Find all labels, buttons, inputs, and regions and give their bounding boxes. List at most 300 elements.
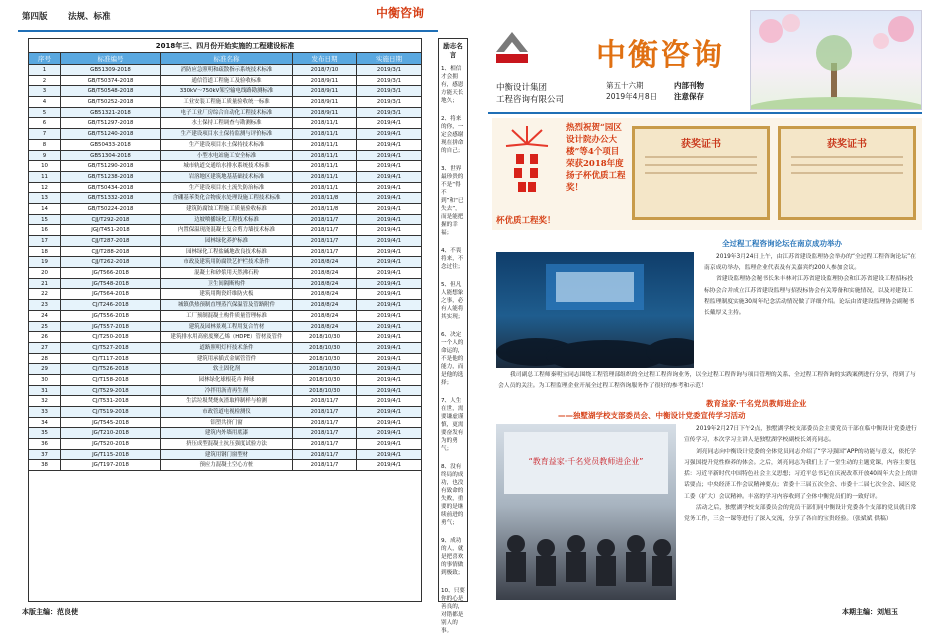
table-cell: 铝塑共挤门窗 <box>161 418 293 428</box>
table-cell: 2018/8/24 <box>293 279 357 289</box>
table-cell: 2019/4/1 <box>376 451 402 458</box>
party-paragraph-2: 刘亮同志向中衡设计党委的全体党员同志介绍了“学习强国”APP的功能与意义，依托学习强国提升党性修养的体会。之后，刘亮同志为我们上了一堂生动的主题党课，内容主要包括：习近平新时代中国特色社会主义思想；习近平总书记在庆祝改革开放40周年大会上的讲话要点；中央经济工作会议精神要点；省委十三届五次全会、市委十二届七次全会、园区党工委（扩大）会议精神。丰富的学习内容收到了全体中衡党员们的一致好评。 <box>684 448 918 500</box>
table-cell: GB51321-2018 <box>61 108 161 118</box>
table-cell: 6 <box>29 118 61 128</box>
party-article-body <box>684 424 918 526</box>
table-cell: 9 <box>29 151 61 161</box>
company-name-line-1: 中衡设计集团 <box>496 83 548 93</box>
table-row <box>29 332 421 343</box>
table-cell: 2019/3/1 <box>376 99 402 106</box>
table-cell: GB/T50374-2018 <box>61 76 161 86</box>
table-cell: 2019/4/1 <box>376 291 402 298</box>
table-cell: 330kV～750kV架空输电线路勘测标准 <box>161 86 293 96</box>
table-cell: 20 <box>29 268 61 278</box>
table-cell: 2019/4/1 <box>376 248 402 255</box>
table-cell: 2018/11/7 <box>293 450 357 460</box>
table-cell: 生活垃圾焚烧灰渣取样制样与检测 <box>161 396 293 406</box>
table-cell: 31 <box>29 386 61 396</box>
award-section <box>492 118 922 230</box>
table-cell: 2018/10/30 <box>293 375 357 385</box>
table-cell: 2018/9/11 <box>293 108 357 118</box>
table-cell: 2019/3/1 <box>376 88 402 95</box>
table-row <box>29 460 421 471</box>
table-cell: 2019/4/1 <box>376 323 402 330</box>
certificate-title: 获奖证书 <box>827 139 867 150</box>
table-row <box>29 311 421 322</box>
table-row <box>29 418 421 429</box>
header-cell: 标准名称 <box>161 53 293 65</box>
table-cell: CJ/T526-2018 <box>61 364 161 374</box>
certificate-text-line <box>791 172 903 174</box>
table-cell: CJ/T158-2018 <box>61 375 161 385</box>
table-cell: 建筑排水用高密度聚乙烯（HDPE）管材及管件 <box>161 332 293 342</box>
table-cell: 2018/10/30 <box>293 332 357 342</box>
table-cell: 建筑防腐蚀工程施工质量验收标准 <box>161 204 293 214</box>
table-cell: JG/T210-2018 <box>61 428 161 438</box>
table-row <box>29 289 421 300</box>
table-cell: CJJ/T262-2018 <box>61 257 161 267</box>
table-cell: 2018/11/7 <box>293 418 357 428</box>
table-cell: 含硼基苯类化合物废水处理设施工程技术标准 <box>161 193 293 203</box>
table-row <box>29 97 421 108</box>
table-cell: 2018/11/7 <box>293 215 357 225</box>
table-cell: 2018/11/1 <box>293 151 357 161</box>
table-cell: 2019/4/1 <box>376 398 402 405</box>
table-row <box>29 65 421 76</box>
table-cell: 5 <box>29 108 61 118</box>
motto-item: 2、将来的你，一定会感谢现在拼命的自己； <box>441 116 464 154</box>
table-cell: 32 <box>29 396 61 406</box>
table-cell: JG/T197-2018 <box>61 460 161 470</box>
table-row <box>29 343 421 354</box>
table-cell: 2018/8/24 <box>293 322 357 332</box>
table-cell: 29 <box>29 364 61 374</box>
table-cell: 预应力混凝土空心方桩 <box>161 460 293 470</box>
table-cell: 2018/10/30 <box>293 343 357 353</box>
table-cell: 工厂预制混凝土构件质量管理标准 <box>161 311 293 321</box>
motto-item: 10、只要你的心是善良的，对错都是别人的事。 <box>441 588 465 634</box>
party-paragraph-3: 活动之后，独墅湖学校支部委员会的党员干部们同中衡设计党委各个支部的党员就日常党务工作，三会一课等进行了深入交流，分享了各自的宝贵经验。（张斌斌 供稿） <box>684 505 917 523</box>
left-page-footer: 本版主编：范良使 <box>22 608 78 616</box>
forum-paragraph-2: 省建设监理协会秘书长朱丰林对江苏省建设监理协会和江苏省建设工程招标投标协会合并成立江苏省建设监理与招投标协会有关筹备和实施情况，以及对建设工程监理制度实施30周年纪念活动情况做了详细介绍。论坛由省建设监理协会副秘书长戴厚义主持。 <box>704 276 915 317</box>
table-cell: 市政管道电视检测仪 <box>161 407 293 417</box>
party-lecture-illustration <box>496 424 676 600</box>
table-cell: 2018/8/24 <box>293 300 357 310</box>
motto-item: 6、决定一个人的命运的，不是他的能力，而是他的选择； <box>441 332 464 386</box>
table-cell: 城镇供热预制直埋蒸汽保温管及管路附件 <box>161 300 293 310</box>
table-cell: 2019/4/1 <box>376 152 402 159</box>
table-cell: 2018/11/1 <box>293 129 357 139</box>
table-cell: 12 <box>29 183 61 193</box>
table-cell: 生产建设项目水土保持监测与评价标准 <box>161 129 293 139</box>
table-cell: 2019/4/1 <box>376 205 402 212</box>
forum-paragraph-1: 2019年3月24日上午，由江苏省建设监理协会举办的“全过程工程咨询论坛”在南京成功举办，监理企业代表及有关嘉宾约200人参加会议。 <box>704 254 916 272</box>
table-cell: 2018/8/24 <box>293 289 357 299</box>
table-cell: 25 <box>29 322 61 332</box>
table-cell: CJ/T519-2018 <box>61 407 161 417</box>
table-cell: 1 <box>29 65 61 75</box>
table-cell: 生产建设项目水土保持技术标准 <box>161 140 293 150</box>
table-cell: 2019/4/1 <box>376 216 402 223</box>
table-cell: 建筑用陶瓷纤维防火板 <box>161 289 293 299</box>
table-cell: 2018/10/30 <box>293 354 357 364</box>
table-cell: JG/T548-2018 <box>61 279 161 289</box>
table-cell: 园林绿化养护标准 <box>161 236 293 246</box>
award-headline: 热烈祝贺“园区设计院办公大楼”等4个项目荣获2018年度扬子杯优质工程奖！ <box>566 123 626 193</box>
table-cell: 26 <box>29 332 61 342</box>
table-cell: CJJ/T287-2018 <box>61 236 161 246</box>
header-flower-image <box>750 10 922 110</box>
table-row <box>29 428 421 439</box>
table-row <box>29 108 421 119</box>
forum-photo <box>496 252 694 368</box>
table-cell: 2 <box>29 76 61 86</box>
table-cell: CJ/T250-2018 <box>61 332 161 342</box>
motto-item: 7、人生在世，需要谦虚谨慎，更需要奋发有为的勇气； <box>441 398 464 452</box>
table-cell: 30 <box>29 375 61 385</box>
standards-table <box>28 38 422 602</box>
table-cell: 2019/4/1 <box>376 312 402 319</box>
table-cell: 28 <box>29 354 61 364</box>
award-certificate <box>632 126 770 220</box>
table-row <box>29 215 421 226</box>
motto-item: 3、世界最珍贵的不是“得不到”和“已失去”，而是能把握的幸福； <box>441 166 464 236</box>
motto-item: 4、不畏将来，不念过往； <box>441 248 464 270</box>
table-cell: 23 <box>29 300 61 310</box>
table-cell: 2018/11/1 <box>293 118 357 128</box>
right-page <box>478 0 927 635</box>
table-cell: 2019/4/1 <box>376 163 402 170</box>
table-cell: 33 <box>29 407 61 417</box>
table-row <box>29 279 421 290</box>
table-cell: 2019/4/1 <box>376 173 402 180</box>
table-cell: 27 <box>29 343 61 353</box>
table-cell: JG/T557-2018 <box>61 322 161 332</box>
table-cell: 园林绿化工程盐碱地改良技术标准 <box>161 247 293 257</box>
header-cell: 标准编号 <box>61 53 161 65</box>
motto-item: 9、成功的人，就是把喜欢的事情做到极致； <box>441 538 464 576</box>
table-cell: 2018/11/7 <box>293 439 357 449</box>
table-cell: 2019/4/1 <box>376 366 402 373</box>
table-cell: 4 <box>29 97 61 107</box>
table-cell: 19 <box>29 257 61 267</box>
table-cell: 2019/4/1 <box>376 419 402 426</box>
table-cell: 2018/11/7 <box>293 225 357 235</box>
table-cell: 2019/4/1 <box>376 259 402 266</box>
table-cell: 22 <box>29 289 61 299</box>
table-cell: 2018/9/11 <box>293 86 357 96</box>
table-row <box>29 386 421 397</box>
table-cell: CJ/T531-2018 <box>61 396 161 406</box>
table-cell: 小型水电站施工安全标准 <box>161 151 293 161</box>
table-row <box>29 151 421 162</box>
certificate-text-line <box>791 164 903 166</box>
table-cell: GB/T51297-2018 <box>61 118 161 128</box>
table-cell: 2019/4/1 <box>376 344 402 351</box>
table-cell: 2019/4/1 <box>376 302 402 309</box>
motto-item: 8、没有终局的成功，也没有致命的失败，重要的是继续前进的勇气； <box>441 464 464 526</box>
table-cell: CJ/T246-2018 <box>61 300 161 310</box>
internal-notice <box>674 80 704 102</box>
table-cell: GB50433-2018 <box>61 140 161 150</box>
table-cell: 10 <box>29 161 61 171</box>
table-row <box>29 236 421 247</box>
table-cell: 2019/4/1 <box>376 227 402 234</box>
table-cell: 7 <box>29 129 61 139</box>
table-cell: 2019/4/1 <box>376 430 402 437</box>
table-row <box>29 257 421 268</box>
table-cell: 2019/4/1 <box>376 195 402 202</box>
table-cell: 18 <box>29 247 61 257</box>
table-cell: 2019/4/1 <box>376 238 402 244</box>
table-cell: 17 <box>29 236 61 246</box>
forum-article-body <box>704 252 918 319</box>
table-cell: 2019/4/1 <box>376 376 402 383</box>
table-cell: 冷拌用沥青再生剂 <box>161 386 293 396</box>
edition-label: 第四版 <box>22 12 48 22</box>
motto-item: 1、相信才会拥有，感恩方能天长地久； <box>441 66 464 104</box>
table-cell: 生产建设项目水土流失防治标准 <box>161 183 293 193</box>
table-cell: GB/T51332-2018 <box>61 193 161 203</box>
table-cell: 建筑及园林景观工程用复合竹材 <box>161 322 293 332</box>
table-cell: 城市轨道交通给水排水系统技术标准 <box>161 161 293 171</box>
table-cell: 2019/4/1 <box>376 355 402 362</box>
table-cell: CJ/T529-2018 <box>61 386 161 396</box>
table-row <box>29 268 421 279</box>
table-cell: 园林绿化球根花卉 种球 <box>161 375 293 385</box>
forum-paragraph-3: 我司副总工程师秦明宝同志围绕工程管理部组织的全过程工程咨询业务，以全过程工程咨询与项目管理的关系、全过程工程咨询的实践案例进行分享，得到了与会人员的关注。为工程监理企业开展全过程工程咨询服务作了很好的参考和示范！ <box>498 372 916 390</box>
issue-date: 2019年4月8日 <box>606 92 658 101</box>
table-cell: 2019/4/1 <box>376 184 402 191</box>
header-flower-illustration <box>751 11 922 110</box>
table-cell: GB/T51290-2018 <box>61 161 161 171</box>
table-cell: 2018/11/1 <box>293 140 357 150</box>
table-cell: 14 <box>29 204 61 214</box>
table-cell: 水土保持工程调查与勘测标准 <box>161 118 293 128</box>
party-photo <box>496 424 676 600</box>
table-cell: 挤压成型混凝土抗压强度试验方法 <box>161 439 293 449</box>
table-cell: GB/T50224-2018 <box>61 204 161 214</box>
table-cell: CJ/T117-2018 <box>61 354 161 364</box>
table-cell: 2019/3/1 <box>376 77 402 84</box>
party-photo-banner: “教育益家·千名党员教师进企业” <box>528 457 644 466</box>
table-cell: 2018/11/8 <box>293 193 357 203</box>
table-cell: 2019/4/1 <box>376 387 402 394</box>
header-cell: 实施日期 <box>376 55 402 63</box>
table-cell: 16 <box>29 225 61 235</box>
certificate-text-line <box>645 172 757 174</box>
table-cell: 8 <box>29 140 61 150</box>
section-label: 法规、标准 <box>68 12 111 22</box>
table-cell: 2018/11/7 <box>293 407 357 417</box>
motto-title: 励志名言 <box>443 42 463 59</box>
table-cell: 2019/4/1 <box>376 462 402 469</box>
table-cell: 13 <box>29 193 61 203</box>
header-divider <box>488 112 922 114</box>
table-row <box>29 375 421 386</box>
table-row <box>29 354 421 365</box>
table-cell: 2019/4/1 <box>376 409 402 415</box>
certificate-text-line <box>645 164 757 166</box>
standards-table-title: 2018年三、四月份开始实施的工程建设标准 <box>29 39 421 53</box>
table-cell: 道路照明灯杆技术条件 <box>161 343 293 353</box>
table-cell: JG/T115-2018 <box>61 450 161 460</box>
award-caption: 杯优质工程奖！ <box>496 216 556 226</box>
table-cell: 2018/11/1 <box>293 172 357 182</box>
table-row <box>29 161 421 172</box>
table-cell: 2018/11/1 <box>293 183 357 193</box>
table-cell: 2019/4/1 <box>376 441 402 448</box>
standards-table-body <box>29 65 421 471</box>
table-row <box>29 225 421 236</box>
internal-notice-line-2: 注意保存 <box>674 92 704 101</box>
table-row <box>29 76 421 87</box>
table-cell: 岩溶地区建筑地基基础技术标准 <box>161 172 293 182</box>
table-cell: GB/T50548-2018 <box>61 86 161 96</box>
table-cell: 工业安装工程施工质量验收统一标准 <box>161 97 293 107</box>
table-cell: 2018/9/11 <box>293 76 357 86</box>
table-row <box>29 183 421 194</box>
party-article-title: 教育益家·千名党员教师进企业 <box>706 399 807 408</box>
table-cell: 2018/11/7 <box>293 236 357 246</box>
table-cell: 2018/10/30 <box>293 386 357 396</box>
table-cell: 电子工业厂房综合自动化工程技术标准 <box>161 108 293 118</box>
table-cell: 2018/11/7 <box>293 428 357 438</box>
table-cell: 2019/4/1 <box>376 280 402 287</box>
table-cell: 2018/8/24 <box>293 311 357 321</box>
certificate-text-line <box>791 156 903 158</box>
table-cell: 2018/11/8 <box>293 204 357 214</box>
table-cell: 2018/10/30 <box>293 364 357 374</box>
table-cell: JGJ/T451-2018 <box>61 225 161 235</box>
company-name-line-2: 工程咨询有限公司 <box>496 95 565 105</box>
table-row <box>29 86 421 97</box>
certificate-text-line <box>645 156 757 158</box>
table-cell: 2018/11/7 <box>293 396 357 406</box>
table-cell: GB/T51238-2018 <box>61 172 161 182</box>
table-cell: 2018/11/1 <box>293 161 357 171</box>
table-cell: 消防应急照明和疏散指示系统技术标准 <box>161 65 293 75</box>
table-cell: 2018/8/24 <box>293 257 357 267</box>
table-cell: 2019/4/1 <box>376 141 402 148</box>
award-certificate <box>778 126 916 220</box>
issue-number: 第五十六期 <box>606 81 644 90</box>
motto-column <box>438 38 468 634</box>
table-cell: JG/T566-2018 <box>61 268 161 278</box>
table-row <box>29 118 421 129</box>
table-cell: 2018/7/10 <box>293 65 357 75</box>
table-cell: CJJ/T292-2018 <box>61 215 161 225</box>
table-cell: 2018/8/24 <box>293 268 357 278</box>
right-page-footer: 本期主编：刘旭玉 <box>842 608 898 616</box>
table-row <box>29 439 421 450</box>
firecracker-icon <box>496 124 558 204</box>
table-cell: GB/T51240-2018 <box>61 129 161 139</box>
internal-notice-line-1: 内部刊物 <box>674 81 704 90</box>
table-row <box>29 193 421 204</box>
table-row <box>29 129 421 140</box>
table-cell: 软土固化剂 <box>161 364 293 374</box>
table-cell: 2019/4/1 <box>376 131 402 138</box>
table-cell: 21 <box>29 279 61 289</box>
table-cell: CJJ/T288-2018 <box>61 247 161 257</box>
table-cell: 2018/11/7 <box>293 460 357 470</box>
table-cell: CJ/T527-2018 <box>61 343 161 353</box>
company-name <box>496 82 564 106</box>
party-paragraph-1: 2019年2月27日下午2点，独墅湖学校支部委员会主要党员干部在临中衡设计党委进行宣传学习，本次学习主讲人是独墅湖学校副校长刘亮同志。 <box>684 426 917 444</box>
table-cell: JG/T556-2018 <box>61 311 161 321</box>
table-cell: JG/T564-2018 <box>61 289 161 299</box>
magazine-title: 中衡咨询 <box>596 38 724 73</box>
table-cell: 24 <box>29 311 61 321</box>
table-cell: 内置保温现浇混凝土复合剪力墙技术标准 <box>161 225 293 235</box>
table-cell: 建筑内外墙用底漆 <box>161 428 293 438</box>
table-cell: 15 <box>29 215 61 225</box>
table-cell: 2019/4/1 <box>376 120 402 127</box>
table-cell: 边坡喷播绿化工程技术标准 <box>161 215 293 225</box>
table-cell: 建筑用钢门窗型材 <box>161 450 293 460</box>
header-cell: 发布日期 <box>293 53 357 65</box>
standards-table-header <box>29 53 421 65</box>
party-article-subtitle: ——独墅湖学校支部委员会、中衡设计党委宣传学习活动 <box>558 411 746 420</box>
table-cell: 34 <box>29 418 61 428</box>
table-cell: 2018/11/7 <box>293 247 357 257</box>
company-logo-icon <box>492 28 532 68</box>
table-row <box>29 140 421 151</box>
table-row <box>29 407 421 418</box>
table-cell: 3 <box>29 86 61 96</box>
table-cell: 11 <box>29 172 61 182</box>
forum-article-title: 全过程工程咨询论坛在南京成功举办 <box>722 239 842 248</box>
table-row <box>29 300 421 311</box>
table-cell: 36 <box>29 439 61 449</box>
motto-item: 5、但凡人能想象之事，必有人能将其实现； <box>441 282 464 320</box>
table-cell: 2019/3/1 <box>376 67 402 73</box>
table-cell: 35 <box>29 428 61 438</box>
table-cell: 混凝土和砂浆用天然沸石粉 <box>161 268 293 278</box>
table-row <box>29 204 421 215</box>
forum-conference-illustration <box>496 252 694 368</box>
table-row <box>29 247 421 258</box>
table-cell: 2018/9/11 <box>293 97 357 107</box>
table-cell: GB51304-2018 <box>61 151 161 161</box>
table-cell: JG/T545-2018 <box>61 418 161 428</box>
table-row <box>29 172 421 183</box>
table-cell: GB/T50434-2018 <box>61 183 161 193</box>
motto-list <box>441 65 465 635</box>
table-cell: 2019/4/1 <box>376 270 402 277</box>
table-cell: JG/T520-2018 <box>61 439 161 449</box>
table-cell: 卫生间隔断构件 <box>161 279 293 289</box>
table-row <box>29 450 421 461</box>
table-cell: 市政及建筑用防腐铁艺护栏技术条件 <box>161 257 293 267</box>
certificate-title: 获奖证书 <box>681 139 721 150</box>
table-cell: 通信管道工程施工及验收标准 <box>161 76 293 86</box>
left-header-logo: 中衡咨询 <box>376 6 425 20</box>
header-cell: 序号 <box>29 53 61 65</box>
table-row <box>29 364 421 375</box>
table-cell: GB/T50252-2018 <box>61 97 161 107</box>
table-cell: 建筑用承插式金属管管件 <box>161 354 293 364</box>
table-row <box>29 322 421 333</box>
table-cell: GB51309-2018 <box>61 65 161 75</box>
table-cell: 37 <box>29 450 61 460</box>
table-cell: 2019/3/1 <box>376 109 402 116</box>
issue-info <box>606 80 657 102</box>
table-cell: 38 <box>29 460 61 470</box>
table-cell: 2019/4/1 <box>376 334 402 341</box>
table-row <box>29 396 421 407</box>
